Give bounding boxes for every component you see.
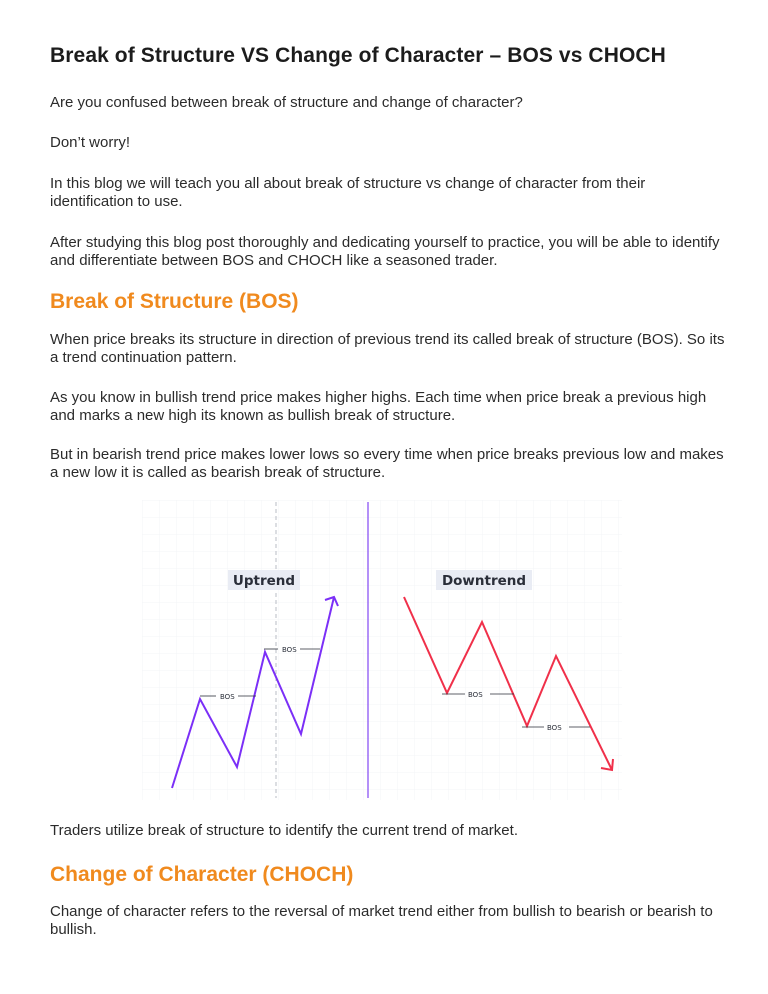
bos-paragraph-1: When price breaks its structure in direction of previous trend its called break of structure (BOS). So its a trend continuation pattern. [50,331,725,366]
bos-paragraph-3: But in bearish trend price makes lower lows so every time when price breaks previous low and makes a new low it is called as bearish break of structure. [50,446,724,481]
intro-paragraph-2: Don’t worry! [50,134,131,151]
downtrend-bos-1-label: BOS [468,691,483,699]
uptrend-bos-1-label: BOS [220,693,235,701]
downtrend-label: Downtrend [441,573,527,589]
intro-paragraph-1: Are you confused between break of structure and change of character? [50,94,523,111]
grid-background [142,500,622,800]
page-title: Break of Structure VS Change of Character – BOS vs CHOCH [50,44,666,67]
bos-heading: Break of Structure (BOS) [50,290,299,313]
choch-paragraph-1: Change of character refers to the reversal of market trend either from bullish to bearish or bearish to bullish. [50,903,713,938]
intro-paragraph-4: After studying this blog post thoroughly and dedicating yourself to practice, you will be able to identify and differentiate between BOS and CHOCH like a seasoned trader. [50,234,720,269]
uptrend-bos-2-label: BOS [282,646,297,654]
bos-diagram-svg [142,500,622,800]
uptrend-label: Uptrend [232,573,296,589]
intro-paragraph-3: In this blog we will teach you all about break of structure vs change of character from their identification to use. [50,175,646,210]
after-figure-paragraph: Traders utilize break of structure to identify the current trend of market. [50,822,518,839]
choch-heading: Change of Character (CHOCH) [50,863,354,886]
bos-diagram [142,500,622,800]
downtrend-bos-2-label: BOS [547,724,562,732]
bos-paragraph-2: As you know in bullish trend price makes higher highs. Each time when price break a previous high and marks a new high its known as bullish break of structure. [50,389,707,424]
